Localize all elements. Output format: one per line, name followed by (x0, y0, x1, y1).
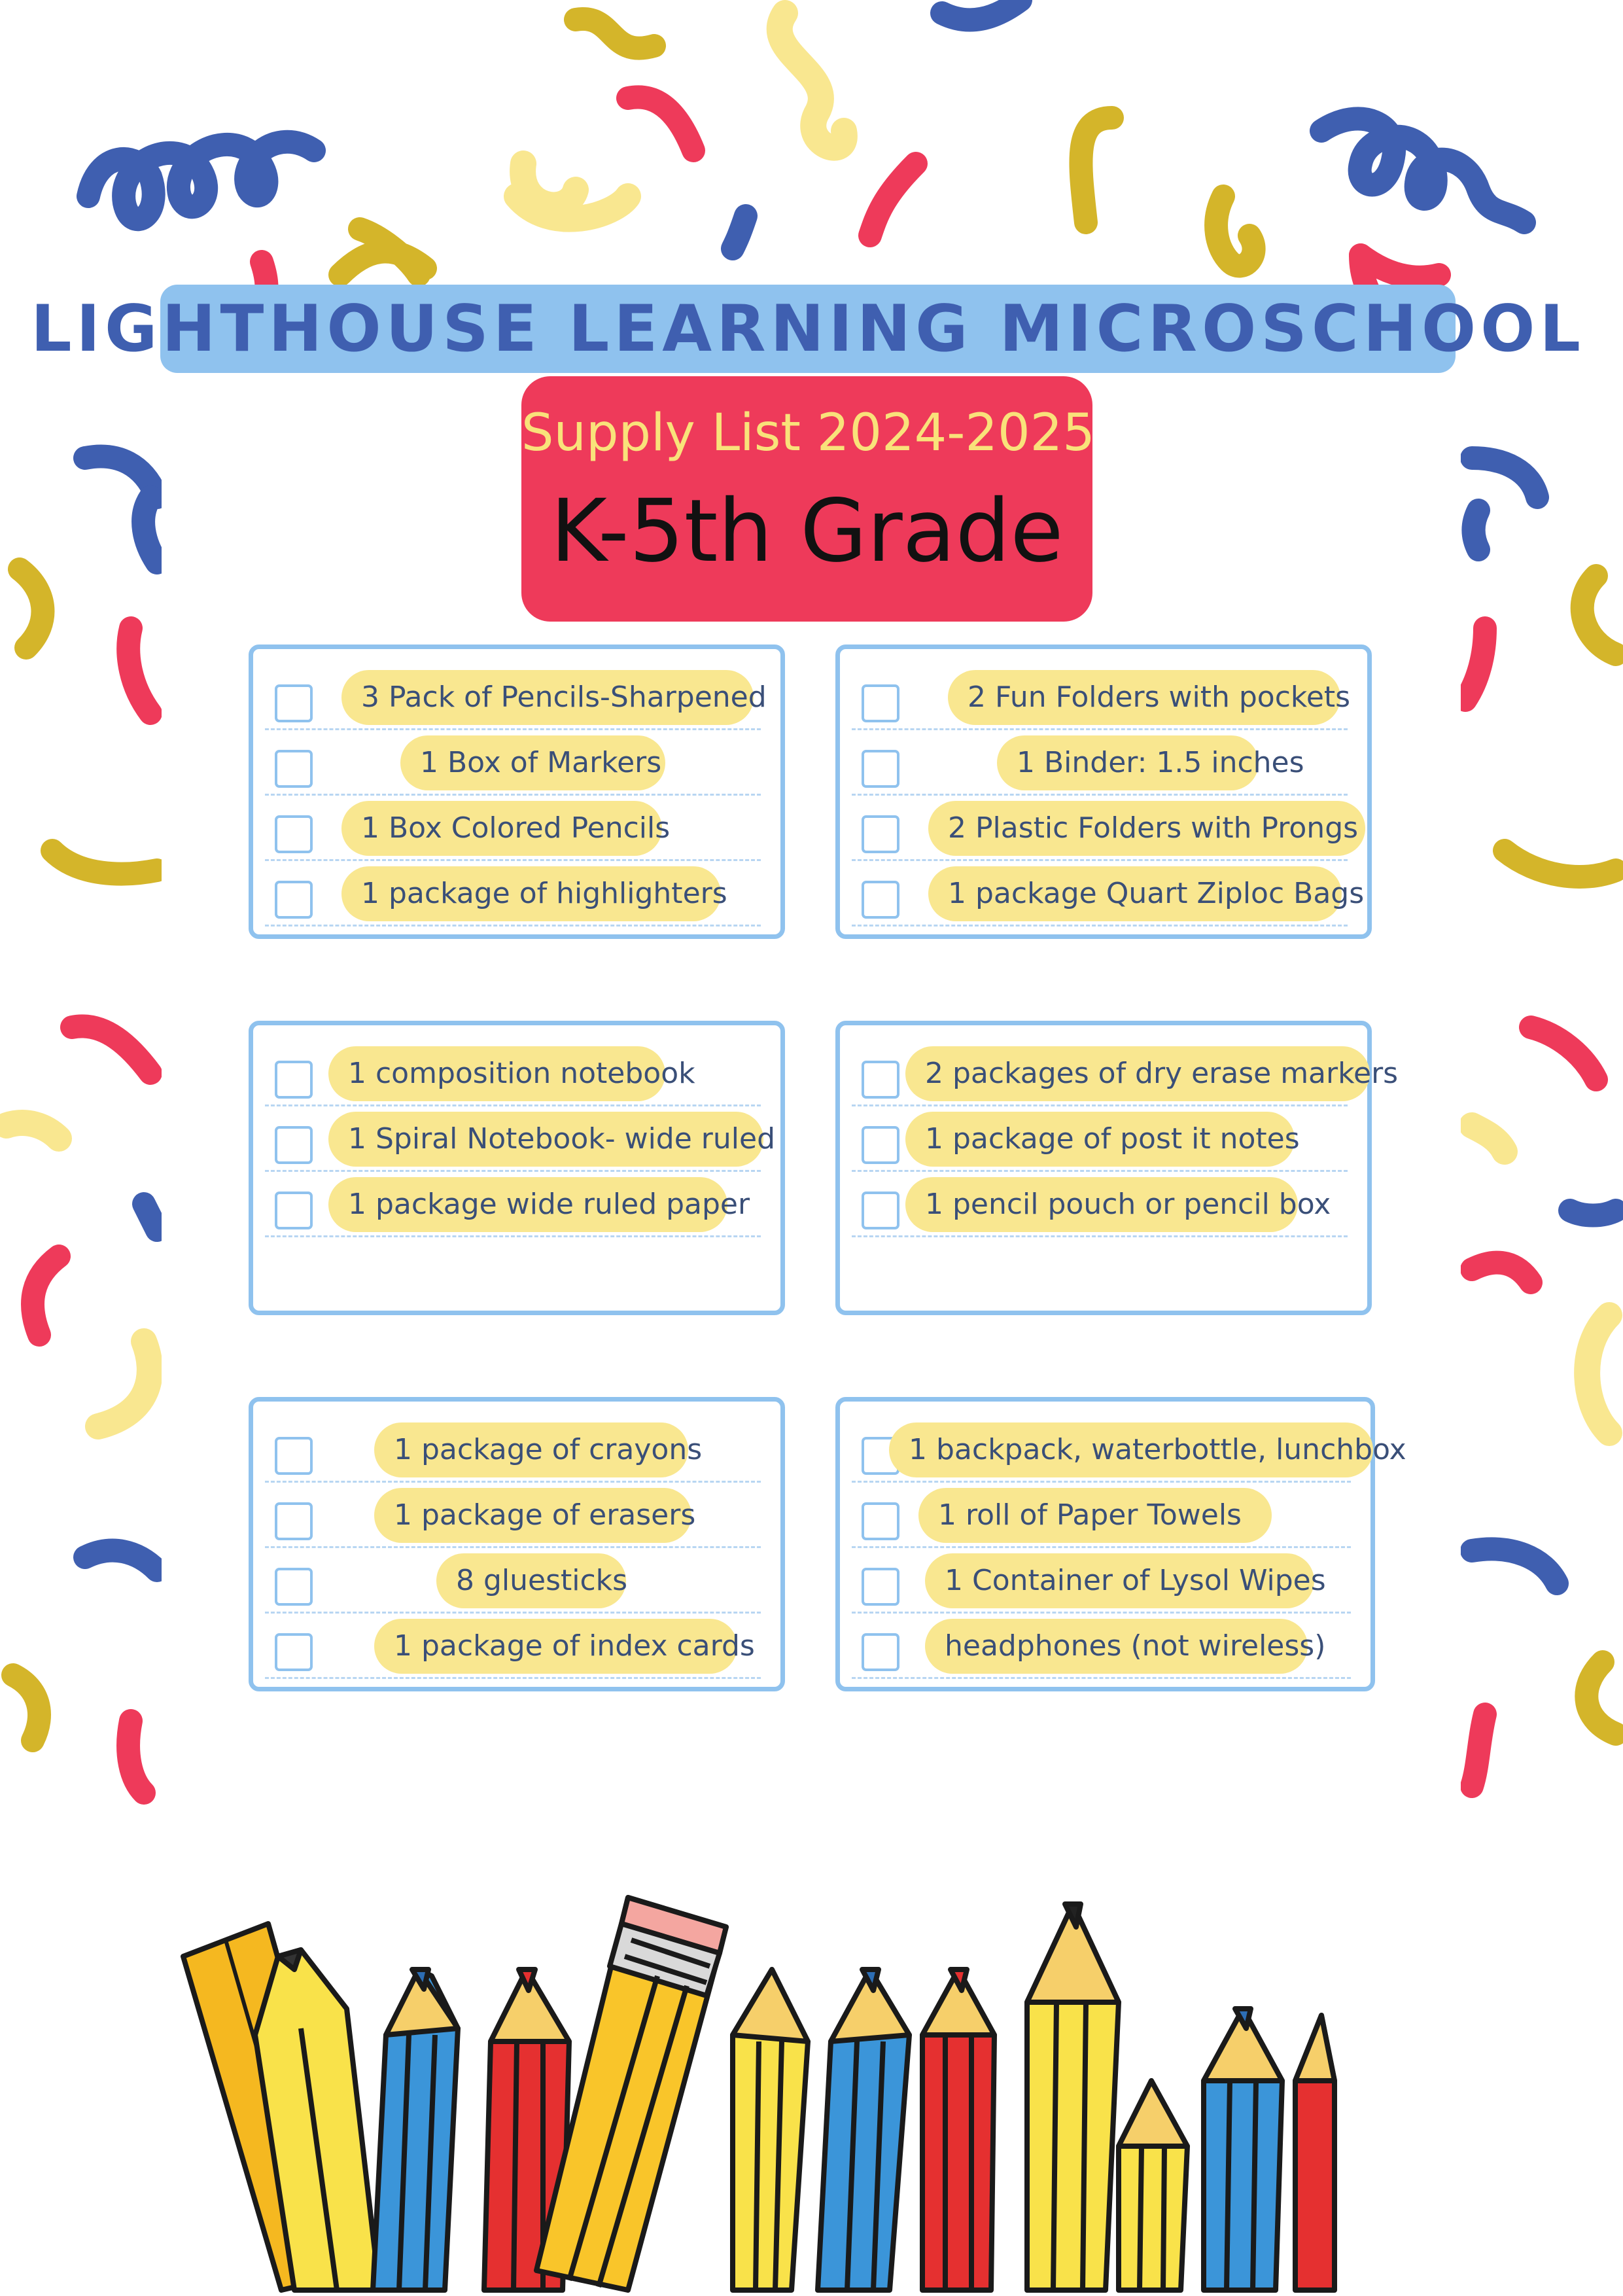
checklist-item (840, 1614, 1370, 1679)
checklist-item (253, 1106, 780, 1172)
item-label: 1 backpack, waterbottle, lunchbox (889, 1422, 1373, 1477)
item-label: 1 package Quart Ziploc Bags (928, 866, 1342, 921)
checklist-item (253, 1483, 780, 1548)
checkbox[interactable] (275, 815, 313, 853)
grade-level: K-5th Grade (550, 481, 1064, 582)
checkbox[interactable] (275, 684, 313, 722)
checkbox[interactable] (862, 1061, 899, 1099)
checkbox[interactable] (862, 1568, 899, 1606)
item-label: 1 package of crayons (374, 1422, 688, 1477)
checkbox[interactable] (862, 1126, 899, 1164)
school-title: LIGHTHOUSE LEARNING MICROSCHOOL (31, 291, 1585, 366)
row-divider (265, 925, 761, 927)
row-divider (265, 1235, 761, 1237)
checklist-item (253, 1172, 780, 1237)
row-divider (852, 1235, 1348, 1237)
item-label: 1 package of index cards (374, 1619, 737, 1674)
item-label: 1 package of highlighters (341, 866, 721, 921)
checkbox[interactable] (862, 881, 899, 919)
checklist-item (253, 1041, 780, 1106)
row-divider (852, 1677, 1351, 1679)
checkbox[interactable] (862, 684, 899, 722)
checklist-item (840, 1172, 1367, 1237)
grade-badge (521, 376, 1095, 622)
checkbox[interactable] (862, 1633, 899, 1671)
supply-list-subtitle: Supply List 2024-2025 (521, 404, 1095, 463)
checklist-item (253, 1548, 780, 1614)
checkbox[interactable] (275, 1192, 313, 1229)
checkbox[interactable] (862, 815, 899, 853)
checklist-item (840, 861, 1367, 927)
item-label: 2 Plastic Folders with Prongs (928, 801, 1365, 856)
checklist-item (840, 1548, 1370, 1614)
supply-card-3 (249, 1021, 785, 1315)
checklist-item (253, 730, 780, 796)
supply-card-4 (835, 1021, 1399, 1315)
supply-card-5 (249, 1397, 785, 1691)
supply-card-1 (249, 645, 785, 939)
row-divider (265, 1677, 761, 1679)
checklist-item (840, 1483, 1370, 1548)
checkbox[interactable] (275, 881, 313, 919)
checklist-item (840, 796, 1367, 861)
checklist-item (840, 730, 1367, 796)
checkbox[interactable] (275, 1568, 313, 1606)
checklist-item (840, 1106, 1367, 1172)
item-label: 8 gluesticks (436, 1553, 626, 1608)
row-divider (852, 925, 1348, 927)
item-label: 1 Spiral Notebook- wide ruled (328, 1112, 763, 1167)
checklist-item (840, 1041, 1399, 1106)
item-label: 1 composition notebook (328, 1046, 665, 1101)
checklist-item (253, 796, 780, 861)
checkbox[interactable] (275, 1061, 313, 1099)
checklist-item (253, 861, 780, 927)
item-label: 2 packages of dry erase markers (905, 1046, 1370, 1101)
checklist-item (840, 665, 1367, 730)
checklist-item (253, 665, 780, 730)
checkbox[interactable] (275, 1437, 313, 1475)
item-label: 1 package of post it notes (905, 1112, 1295, 1167)
checkbox[interactable] (275, 1126, 313, 1164)
item-label: 1 package of erasers (374, 1488, 691, 1543)
checklist-item (253, 1614, 780, 1679)
item-label: 1 package wide ruled paper (328, 1177, 727, 1232)
supply-card-6 (835, 1397, 1406, 1691)
checkbox[interactable] (275, 1502, 313, 1540)
item-label: headphones (not wireless) (925, 1619, 1308, 1674)
checkbox[interactable] (862, 1502, 899, 1540)
checklist-item (253, 1417, 780, 1483)
pencils-illustration (170, 1819, 1478, 2296)
checklist-item (840, 1417, 1406, 1483)
item-label: 1 Binder: 1.5 inches (997, 735, 1259, 790)
item-label: 1 pencil pouch or pencil box (905, 1177, 1298, 1232)
checkbox[interactable] (275, 1633, 313, 1671)
checkbox[interactable] (862, 750, 899, 788)
item-label: 1 roll of Paper Towels (918, 1488, 1272, 1543)
supply-card-2 (835, 645, 1372, 939)
item-label: 1 Box of Markers (400, 735, 665, 790)
checkbox[interactable] (275, 750, 313, 788)
item-label: 2 Fun Folders with pockets (948, 670, 1340, 725)
item-label: 1 Box Colored Pencils (341, 801, 662, 856)
item-label: 1 Container of Lysol Wipes (925, 1553, 1314, 1608)
title-banner (31, 285, 1585, 373)
item-label: 3 Pack of Pencils-Sharpened (341, 670, 754, 725)
checkbox[interactable] (862, 1192, 899, 1229)
